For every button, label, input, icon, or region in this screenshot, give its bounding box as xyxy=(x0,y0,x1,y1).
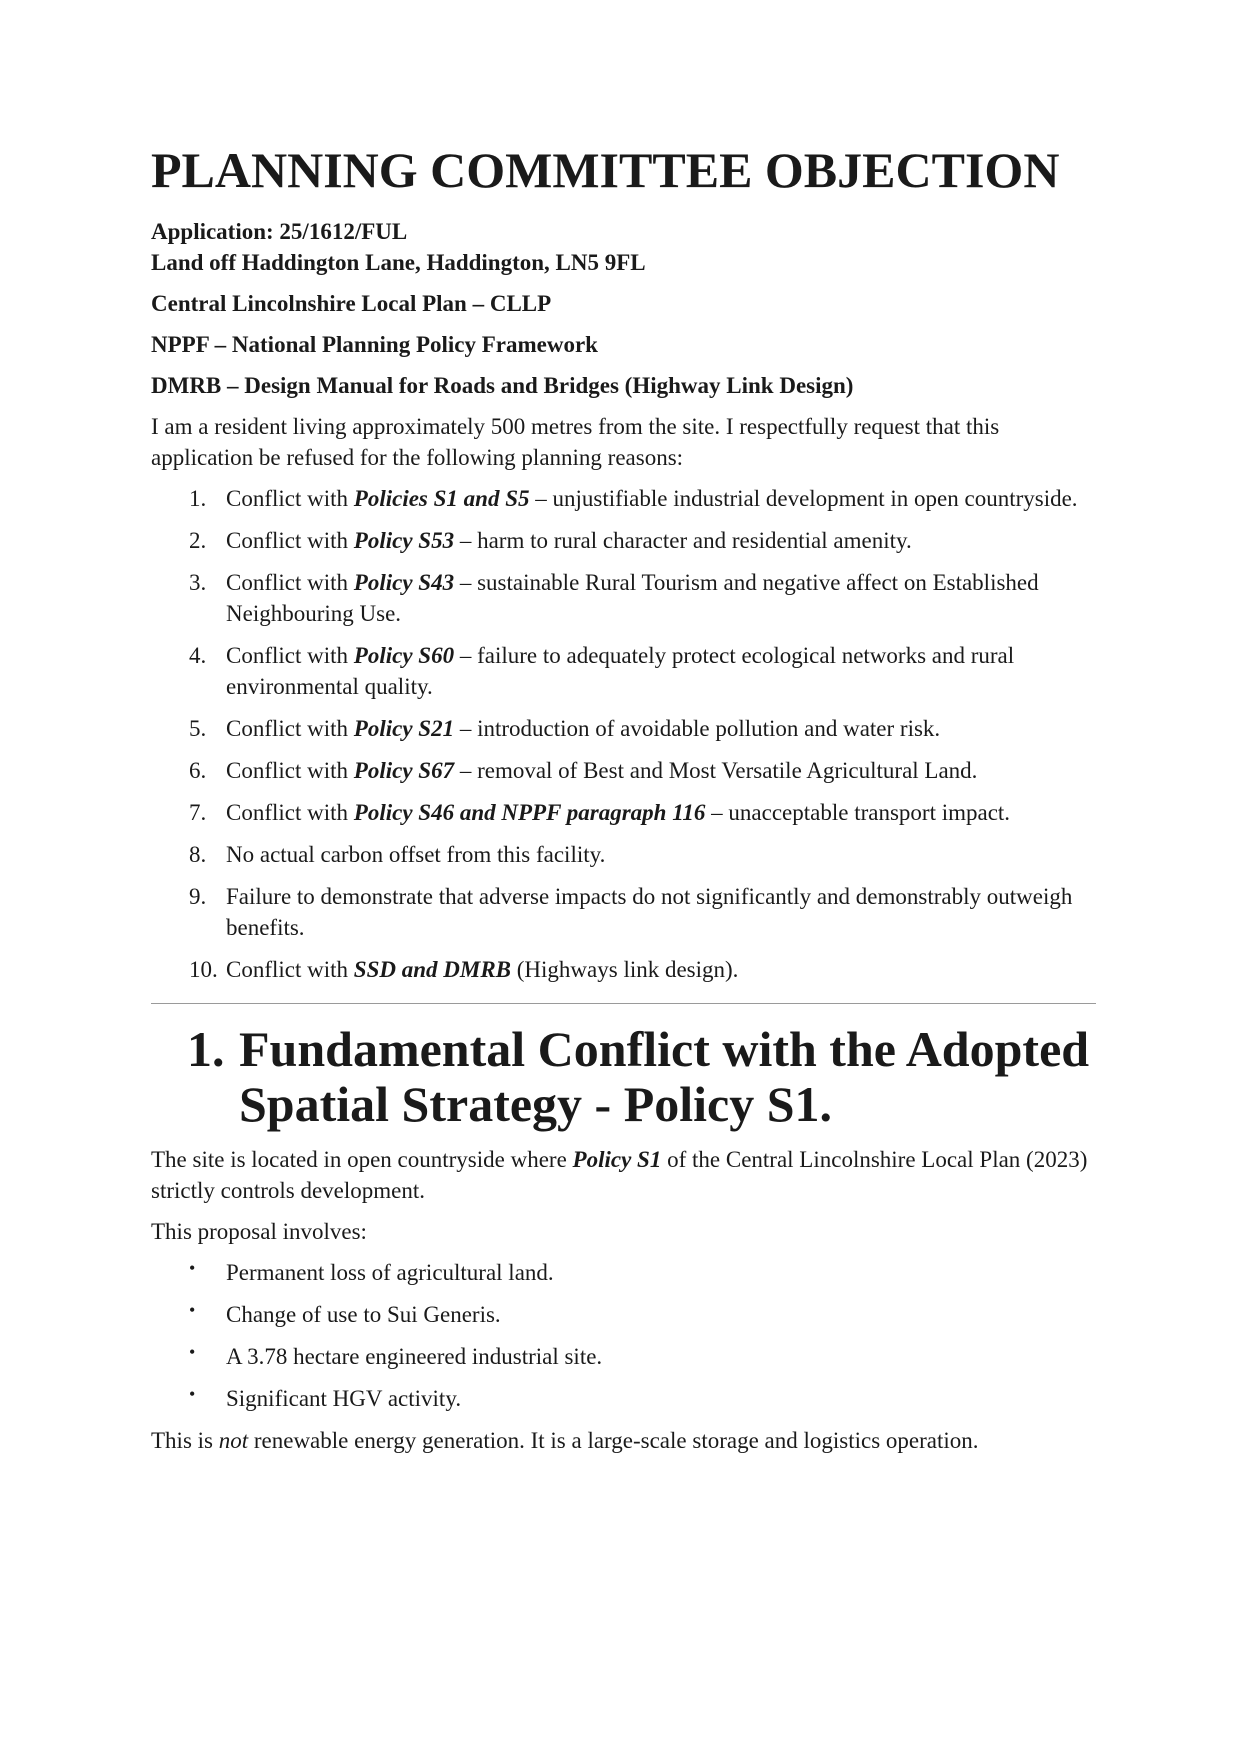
list-number: 9. xyxy=(189,884,207,909)
site-address: Land off Haddington Lane, Haddington, LN5 9FL xyxy=(151,250,646,275)
list-item xyxy=(151,1383,1096,1414)
policy-reference: Policy S67 xyxy=(353,758,455,783)
reason-text: Conflict with xyxy=(226,800,354,825)
paragraph-text: of the Central Lincolnshire Local Plan (2023) strictly controls development. xyxy=(151,1147,1088,1203)
bullet-text: Significant HGV activity. xyxy=(226,1386,462,1411)
list-number: 10. xyxy=(189,957,218,982)
reason-text: – unacceptable transport impact. xyxy=(705,800,1011,825)
abbreviation-nppf: NPPF – National Planning Policy Framework xyxy=(151,332,598,357)
list-number: 4. xyxy=(189,643,207,668)
list-item xyxy=(151,567,1096,629)
reason-text: Conflict with xyxy=(226,758,354,783)
reason-text: – unjustifiable industrial development in open countryside. xyxy=(529,486,1078,511)
section-paragraph-2: This proposal involves: xyxy=(151,1219,367,1244)
list-item xyxy=(151,483,1096,514)
reasons-list xyxy=(151,483,1096,985)
reason-text: (Highways link design). xyxy=(511,957,739,982)
reason-text: Conflict with xyxy=(226,716,354,741)
paragraph-text: This is xyxy=(151,1428,219,1453)
section-heading-text: Fundamental Conflict with the Adopted Spatial Strategy - Policy S1. xyxy=(239,1021,1090,1132)
paragraph-text: The site is located in open countryside where xyxy=(151,1147,573,1172)
policy-reference: Policy S53 xyxy=(353,528,455,553)
reason-text: – failure to adequately protect ecological networks and rural environmental quality. xyxy=(226,643,1015,699)
policy-reference: SSD and DMRB xyxy=(353,957,512,982)
list-item xyxy=(151,1257,1096,1288)
reason-text: – sustainable Rural Tourism and negative affect on Established Neighbouring Use. xyxy=(226,570,1039,626)
application-reference: Application: 25/1612/FUL xyxy=(151,219,408,244)
paragraph-text: renewable energy generation. It is a large-scale storage and logistics operation. xyxy=(248,1428,979,1453)
list-item xyxy=(151,954,1096,985)
application-header xyxy=(151,216,1096,278)
section-divider xyxy=(151,1003,1096,1004)
policy-reference: Policy S43 xyxy=(353,570,455,595)
list-number: 7. xyxy=(189,800,207,825)
policy-reference: Policy S1 xyxy=(572,1147,662,1172)
list-item xyxy=(151,713,1096,744)
proposal-bullets xyxy=(151,1257,1096,1414)
bullet-text: Change of use to Sui Generis. xyxy=(226,1302,501,1327)
list-item xyxy=(151,1299,1096,1330)
document-title: PLANNING COMMITTEE OBJECTION xyxy=(151,142,1060,198)
list-item xyxy=(151,839,1096,870)
list-item xyxy=(151,881,1096,943)
policy-reference: Policy S46 and NPPF paragraph 116 xyxy=(353,800,706,825)
section-paragraph-3 xyxy=(151,1425,1096,1456)
reason-text: Failure to demonstrate that adverse impacts do not significantly and demonstrably outweigh benefits. xyxy=(226,884,1073,940)
list-number: 6. xyxy=(189,758,207,783)
reason-text: Conflict with xyxy=(226,570,354,595)
reason-text: No actual carbon offset from this facility. xyxy=(226,842,606,867)
abbreviation-cllp: Central Lincolnshire Local Plan – CLLP xyxy=(151,291,552,316)
document-page xyxy=(151,140,1096,1456)
list-item xyxy=(151,797,1096,828)
reason-text: Conflict with xyxy=(226,643,354,668)
reason-text: Conflict with xyxy=(226,486,354,511)
reason-text: Conflict with xyxy=(226,957,354,982)
list-number: 1. xyxy=(189,486,207,511)
bullet-icon: • xyxy=(189,1258,196,1278)
section-number: 1. xyxy=(187,1021,225,1077)
list-item xyxy=(151,755,1096,786)
list-number: 5. xyxy=(189,716,207,741)
reason-text: – harm to rural character and residential amenity. xyxy=(454,528,912,553)
section-heading xyxy=(151,1022,1096,1132)
reason-text: Conflict with xyxy=(226,528,354,553)
list-item xyxy=(151,1341,1096,1372)
list-number: 8. xyxy=(189,842,207,867)
bullet-icon: • xyxy=(189,1384,196,1404)
bullet-text: A 3.78 hectare engineered industrial site. xyxy=(226,1344,603,1369)
policy-reference: Policy S21 xyxy=(353,716,455,741)
list-number: 3. xyxy=(189,570,207,595)
section-paragraph-1 xyxy=(151,1144,1096,1206)
bullet-text: Permanent loss of agricultural land. xyxy=(226,1260,554,1285)
bullet-icon: • xyxy=(189,1300,196,1320)
policy-reference: Policies S1 and S5 xyxy=(353,486,530,511)
policy-reference: Policy S60 xyxy=(353,643,455,668)
list-item xyxy=(151,640,1096,702)
emphasis-text: not xyxy=(218,1428,249,1453)
reason-text: – removal of Best and Most Versatile Agricultural Land. xyxy=(454,758,978,783)
reason-text: – introduction of avoidable pollution and water risk. xyxy=(454,716,941,741)
bullet-icon: • xyxy=(189,1342,196,1362)
intro-paragraph: I am a resident living approximately 500 metres from the site. I respectfully request that this application be refused for the following planning reasons: xyxy=(151,414,1000,470)
list-number: 2. xyxy=(189,528,207,553)
abbreviation-dmrb: DMRB – Design Manual for Roads and Bridges (Highway Link Design) xyxy=(151,373,854,398)
list-item xyxy=(151,525,1096,556)
